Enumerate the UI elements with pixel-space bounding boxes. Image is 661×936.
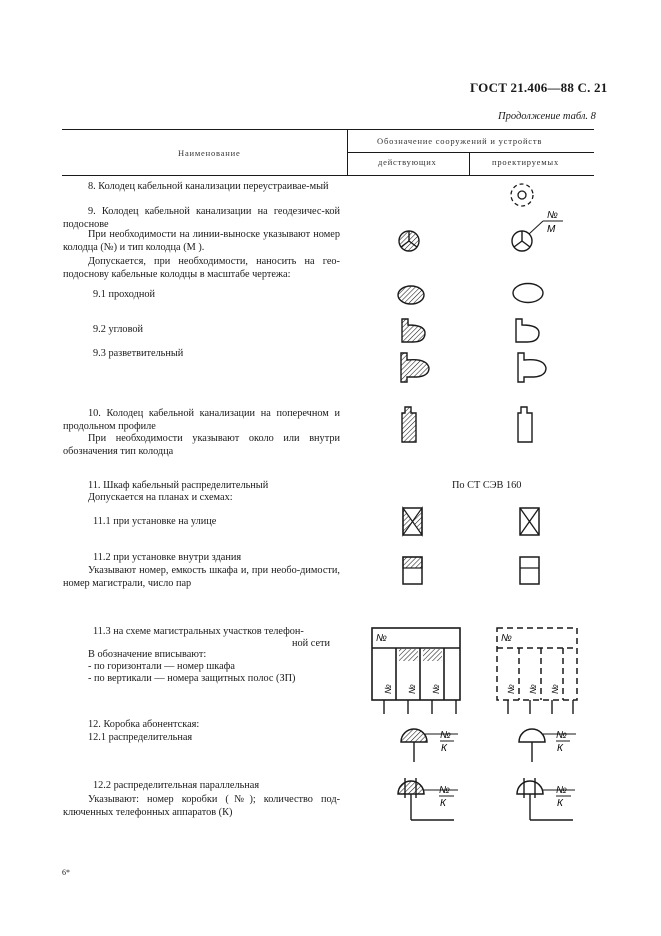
box-distribution-existing-symbol	[396, 722, 466, 766]
manhole-geo-planned-symbol	[507, 208, 567, 258]
row-11-3-vertical: - по вертикали — номера защитных полос (ЗП)	[88, 673, 296, 684]
row-9-text: 9. Колодец кабельной канализации на геодезичес-кой подоснове	[63, 206, 340, 231]
manhole-geo-existing-symbol	[394, 226, 424, 256]
strip-number-label-3: №	[431, 684, 441, 694]
strip-number-label-2: №	[407, 684, 417, 694]
row-9-note-1: При необходимости на линии-выноске указывают номер колодца (№) и тип колодца (М ).	[63, 229, 340, 254]
manhole-profile-planned-symbol	[514, 404, 538, 446]
column-header-name: Наименование	[178, 148, 241, 158]
table-top-rule	[62, 129, 594, 130]
manhole-profile-existing-symbol	[398, 404, 422, 446]
planned-parallel-box-number-label: №	[556, 785, 567, 796]
row-12-text: 12. Коробка абонентская:	[88, 719, 200, 730]
manhole-pass-existing-symbol	[395, 283, 435, 307]
manhole-number-label: №	[547, 210, 558, 221]
manhole-pass-planned-symbol	[511, 281, 551, 305]
row-12-2-text: 12.2 распределительная параллельная	[93, 780, 260, 791]
document-header: ГОСТ 21.406—88 С. 21	[470, 80, 608, 95]
row-12-2-note: Указывают: номер коробки (№); количество под-ключенных телефонных аппаратов (К)	[63, 794, 340, 819]
row-11-3-text: 11.3 на схеме магистральных участков телефон-	[93, 626, 304, 637]
header-bottom-rule	[62, 175, 594, 176]
planned-strip-number-label-2: №	[528, 684, 538, 694]
strip-number-label-1: №	[383, 684, 393, 694]
subheader-vertical-divider	[469, 152, 470, 176]
row-9-1-text: 9.1 проходной	[93, 289, 156, 300]
planned-cabinet-number-label: №	[501, 633, 512, 644]
row-10-note: При необходимости указывают около или внутри обозначения тип колодца	[63, 433, 340, 458]
cabinet-indoor-planned-symbol	[517, 554, 543, 588]
row-11-3-horizontal: - по горизонтали — номер шкафа	[88, 661, 235, 672]
planned-box-number-label: №	[556, 730, 567, 741]
column-header-planned: проектируемых	[492, 157, 559, 167]
cabinet-number-label: №	[376, 633, 387, 644]
cabinet-trunk-existing-symbol	[368, 624, 468, 720]
box-distribution-planned-symbol	[514, 722, 584, 766]
row-8-text: 8. Колодец кабельной канализации переустраивае-мый	[88, 181, 329, 192]
row-11-2-note: Указывают номер, емкость шкафа и, при необо-димости, номер магистрали, число пар	[63, 565, 340, 590]
row-9-2-text: 9.2 угловой	[93, 324, 144, 335]
table-continuation-note: Продолжение табл. 8	[498, 111, 596, 122]
box-parallel-planned-symbol	[513, 774, 583, 830]
box-phones-label: К	[441, 743, 447, 754]
row-11-text: 11. Шкаф кабельный распределительный	[88, 480, 269, 491]
cabinet-street-planned-symbol	[517, 505, 543, 539]
manhole-rebuild-planned-symbol	[507, 180, 537, 210]
row-9-3-text: 9.3 разветвительный	[93, 348, 184, 359]
manhole-corner-planned-symbol	[513, 316, 547, 346]
row-11-2-text: 11.2 при установке внутри здания	[93, 552, 242, 563]
box-parallel-existing-symbol	[394, 774, 464, 830]
row-9-note-2: Допускается, при необходимости, наносить на гео-подоснову кабельные колодцы в масштабе чертежа:	[63, 256, 340, 281]
row-11-3-note: В обозначение вписывают:	[88, 649, 207, 660]
column-header-existing: действующих	[378, 157, 437, 167]
row-10-text: 10. Колодец кабельной канализации на поперечном и продольном профиле	[63, 408, 340, 433]
row-11-1-text: 11.1 при установке на улице	[93, 516, 217, 527]
manhole-type-label: М	[547, 224, 556, 235]
cabinet-street-existing-symbol	[400, 505, 426, 539]
page-mark: 6*	[62, 868, 70, 877]
planned-parallel-box-phones-label: К	[557, 798, 563, 809]
parallel-box-phones-label: К	[440, 798, 446, 809]
planned-box-phones-label: К	[557, 743, 563, 754]
row-12-1-text: 12.1 распределительная	[88, 732, 193, 743]
row-11-reference: По СТ СЭВ 160	[452, 480, 522, 491]
cabinet-trunk-planned-symbol	[493, 624, 593, 720]
planned-strip-number-label-3: №	[550, 684, 560, 694]
column-header-symbols: Обозначение сооружений и устройств	[377, 136, 543, 146]
row-11-3-text-cont: ной сети	[292, 638, 331, 649]
row-11-note: Допускается на планах и схемах:	[88, 492, 233, 503]
manhole-branch-planned-symbol	[514, 350, 554, 386]
manhole-corner-existing-symbol	[399, 316, 433, 346]
cabinet-indoor-existing-symbol	[400, 554, 426, 588]
box-number-label: №	[440, 730, 451, 741]
parallel-box-number-label: №	[439, 785, 450, 796]
planned-strip-number-label-1: №	[506, 684, 516, 694]
manhole-branch-existing-symbol	[397, 350, 437, 386]
subheader-rule	[347, 152, 594, 153]
